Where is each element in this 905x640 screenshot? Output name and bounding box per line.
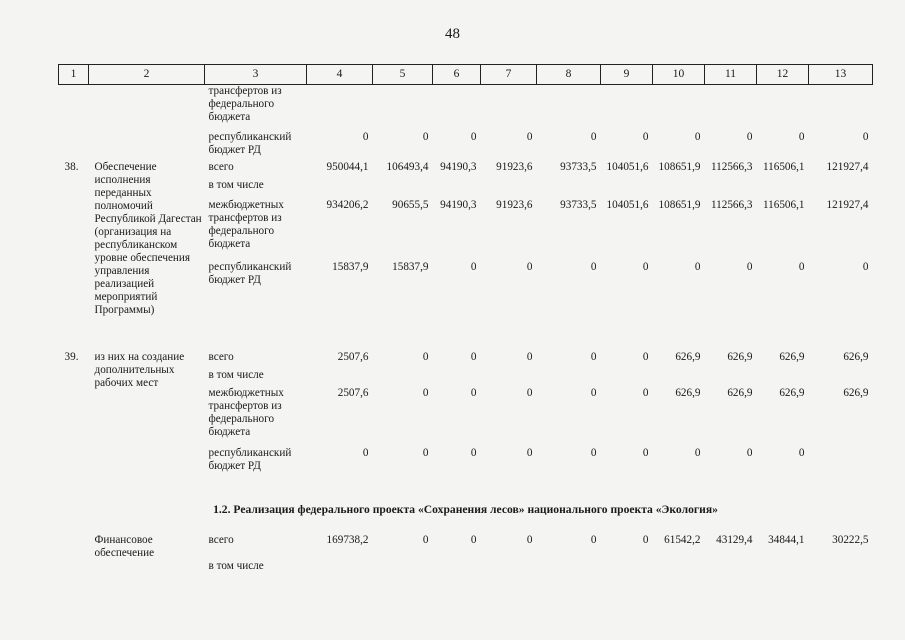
value-cell: 0 <box>642 446 649 459</box>
column-header: 12 <box>757 65 809 85</box>
value-cell: 950044,1 <box>326 160 369 173</box>
value-cell: 0 <box>470 130 477 143</box>
value-cell <box>809 560 873 576</box>
table-row <box>59 534 873 560</box>
value-cell: 0 <box>798 260 805 273</box>
row-index <box>59 387 89 447</box>
value-cell <box>809 179 873 199</box>
value-cell <box>809 85 873 131</box>
value-cell <box>537 560 601 576</box>
column-header: 5 <box>373 65 433 85</box>
value-cell: 626,9 <box>675 386 701 399</box>
table-row <box>59 447 873 483</box>
funding-type: трансфертов из федерального бюджета <box>208 85 282 123</box>
row-name <box>89 387 205 447</box>
value-cell: 0 <box>526 446 533 459</box>
value-cell: 34844,1 <box>768 533 805 546</box>
value-cell: 0 <box>470 533 477 546</box>
value-cell: 626,9 <box>843 386 869 399</box>
value-cell <box>373 560 433 576</box>
value-cell <box>481 369 537 387</box>
value-cell <box>653 369 705 387</box>
row-index <box>59 85 89 131</box>
column-header: 3 <box>205 65 307 85</box>
budget-table <box>58 64 873 576</box>
value-cell: 0 <box>642 260 649 273</box>
value-cell: 0 <box>642 386 649 399</box>
value-cell <box>601 179 653 199</box>
row-index <box>59 179 89 199</box>
value-cell: 0 <box>746 130 753 143</box>
value-cell <box>757 179 809 199</box>
value-cell: 91923,6 <box>496 198 533 211</box>
value-cell <box>481 179 537 199</box>
value-cell: 0 <box>526 533 533 546</box>
value-cell: 0 <box>470 260 477 273</box>
value-cell: 116506,1 <box>762 160 805 173</box>
value-cell: 121927,4 <box>826 198 869 211</box>
funding-type: всего <box>208 160 234 173</box>
value-cell: 30222,5 <box>832 533 869 546</box>
value-cell: 15837,9 <box>332 260 369 273</box>
value-cell: 104051,6 <box>606 160 649 173</box>
row-index <box>59 447 89 483</box>
value-cell: 94190,3 <box>440 160 477 173</box>
table-row <box>59 387 873 447</box>
value-cell: 93733,5 <box>560 198 597 211</box>
value-cell <box>433 179 481 199</box>
table-row <box>59 161 873 179</box>
value-cell <box>433 369 481 387</box>
value-cell <box>653 560 705 576</box>
value-cell: 2507,6 <box>337 350 369 363</box>
value-cell: 91923,6 <box>496 160 533 173</box>
column-header: 8 <box>537 65 601 85</box>
value-cell: 0 <box>694 260 701 273</box>
funding-type: межбюджетных трансфертов из федерального бюджета <box>208 198 284 250</box>
value-cell: 0 <box>422 533 429 546</box>
value-cell: 106493,4 <box>386 160 429 173</box>
row-name-text: Обеспечение исполнения переданных полномочий Республикой Дагестан (организация на республиканском уровне обеспечения управления реализацией мероприятий Программы) <box>94 160 202 316</box>
value-cell: 0 <box>862 260 869 273</box>
value-cell <box>307 179 373 199</box>
value-cell: 0 <box>694 446 701 459</box>
funding-type: межбюджетных трансфертов из федерального бюджета <box>208 386 284 438</box>
value-cell: 90655,5 <box>392 198 429 211</box>
value-cell <box>757 85 809 131</box>
funding-type: всего <box>208 533 234 546</box>
value-cell: 2507,6 <box>337 386 369 399</box>
value-cell: 626,9 <box>727 350 753 363</box>
value-cell <box>537 369 601 387</box>
section-row <box>59 483 873 534</box>
value-cell: 94190,3 <box>440 198 477 211</box>
value-cell: 0 <box>470 386 477 399</box>
section-title: 1.2. Реализация федерального проекта «Сохранения лесов» национального проекта «Экология» <box>213 502 718 516</box>
value-cell <box>705 179 757 199</box>
funding-type: республиканский бюджет РД <box>208 260 292 286</box>
funding-type: в том числе <box>208 178 264 191</box>
value-cell: 0 <box>526 386 533 399</box>
value-cell <box>307 85 373 131</box>
value-cell <box>481 560 537 576</box>
row-name <box>89 447 205 483</box>
value-cell: 0 <box>590 260 597 273</box>
value-cell: 0 <box>798 446 805 459</box>
value-cell: 0 <box>862 130 869 143</box>
value-cell <box>307 560 373 576</box>
value-cell: 0 <box>470 350 477 363</box>
row-name <box>89 560 205 576</box>
value-cell <box>757 369 809 387</box>
value-cell <box>373 179 433 199</box>
value-cell <box>433 85 481 131</box>
row-index <box>59 560 89 576</box>
value-cell <box>537 85 601 131</box>
value-cell: 0 <box>590 350 597 363</box>
value-cell: 0 <box>590 533 597 546</box>
row-name <box>89 85 205 131</box>
value-cell: 0 <box>746 446 753 459</box>
value-cell: 61542,2 <box>664 533 701 546</box>
funding-type: в том числе <box>208 368 264 381</box>
value-cell: 108651,9 <box>658 160 701 173</box>
row-index <box>59 534 89 560</box>
row-index <box>59 261 89 351</box>
value-cell: 0 <box>590 386 597 399</box>
value-cell <box>809 369 873 387</box>
value-cell: 121927,4 <box>826 160 869 173</box>
value-cell <box>307 369 373 387</box>
row-index <box>59 369 89 387</box>
value-cell: 0 <box>526 350 533 363</box>
value-cell: 108651,9 <box>658 198 701 211</box>
value-cell: 0 <box>422 446 429 459</box>
row-index <box>59 199 89 261</box>
value-cell: 626,9 <box>843 350 869 363</box>
value-cell: 626,9 <box>727 386 753 399</box>
value-cell: 626,9 <box>779 350 805 363</box>
value-cell: 0 <box>798 130 805 143</box>
column-header: 11 <box>705 65 757 85</box>
column-header: 4 <box>307 65 373 85</box>
value-cell <box>537 179 601 199</box>
value-cell: 104051,6 <box>606 198 649 211</box>
value-cell: 0 <box>642 130 649 143</box>
value-cell <box>373 85 433 131</box>
row-name: Финансовое обеспечение <box>94 533 155 559</box>
value-cell: 0 <box>422 130 429 143</box>
table-row <box>59 560 873 576</box>
value-cell: 0 <box>642 350 649 363</box>
value-cell <box>601 560 653 576</box>
page-number: 48 <box>445 26 460 42</box>
table-row <box>59 131 873 161</box>
value-cell <box>705 85 757 131</box>
value-cell: 626,9 <box>779 386 805 399</box>
value-cell: 93733,5 <box>560 160 597 173</box>
value-cell <box>705 369 757 387</box>
value-cell: 169738,2 <box>326 533 369 546</box>
column-header: 1 <box>59 65 89 85</box>
value-cell: 0 <box>526 260 533 273</box>
value-cell: 112566,3 <box>710 198 753 211</box>
table-row <box>59 85 873 131</box>
value-cell: 0 <box>590 446 597 459</box>
value-cell <box>601 369 653 387</box>
value-cell <box>757 560 809 576</box>
value-cell: 15837,9 <box>392 260 429 273</box>
value-cell <box>705 560 757 576</box>
row-name-text: из них на создание дополнительных рабочих мест <box>94 350 185 389</box>
value-cell: 116506,1 <box>762 198 805 211</box>
value-cell <box>373 369 433 387</box>
value-cell <box>481 85 537 131</box>
column-header: 7 <box>481 65 537 85</box>
value-cell <box>601 85 653 131</box>
value-cell: 0 <box>642 533 649 546</box>
value-cell <box>433 560 481 576</box>
value-cell: 43129,4 <box>716 533 753 546</box>
value-cell <box>653 85 705 131</box>
value-cell <box>809 447 873 483</box>
row-name <box>89 131 205 161</box>
value-cell: 0 <box>746 260 753 273</box>
column-header: 6 <box>433 65 481 85</box>
funding-type: всего <box>208 350 234 363</box>
value-cell: 0 <box>362 130 369 143</box>
column-header: 13 <box>809 65 873 85</box>
row-name <box>89 160 205 316</box>
row-index <box>59 131 89 161</box>
value-cell: 0 <box>526 130 533 143</box>
value-cell: 112566,3 <box>710 160 753 173</box>
value-cell: 0 <box>362 446 369 459</box>
row-index: 38. <box>64 160 79 173</box>
column-header-row <box>59 65 873 85</box>
funding-type: республиканский бюджет РД <box>208 446 292 472</box>
table-row <box>59 351 873 369</box>
value-cell: 0 <box>590 130 597 143</box>
funding-type: республиканский бюджет РД <box>208 130 292 156</box>
column-header: 10 <box>653 65 705 85</box>
column-header: 9 <box>601 65 653 85</box>
funding-type: в том числе <box>208 559 264 572</box>
row-name <box>89 350 205 389</box>
value-cell: 0 <box>694 130 701 143</box>
value-cell: 0 <box>422 386 429 399</box>
value-cell: 0 <box>470 446 477 459</box>
value-cell <box>653 179 705 199</box>
column-header: 2 <box>89 65 205 85</box>
value-cell: 626,9 <box>675 350 701 363</box>
value-cell: 934206,2 <box>326 198 369 211</box>
value-cell: 0 <box>422 350 429 363</box>
row-index: 39. <box>64 350 79 363</box>
